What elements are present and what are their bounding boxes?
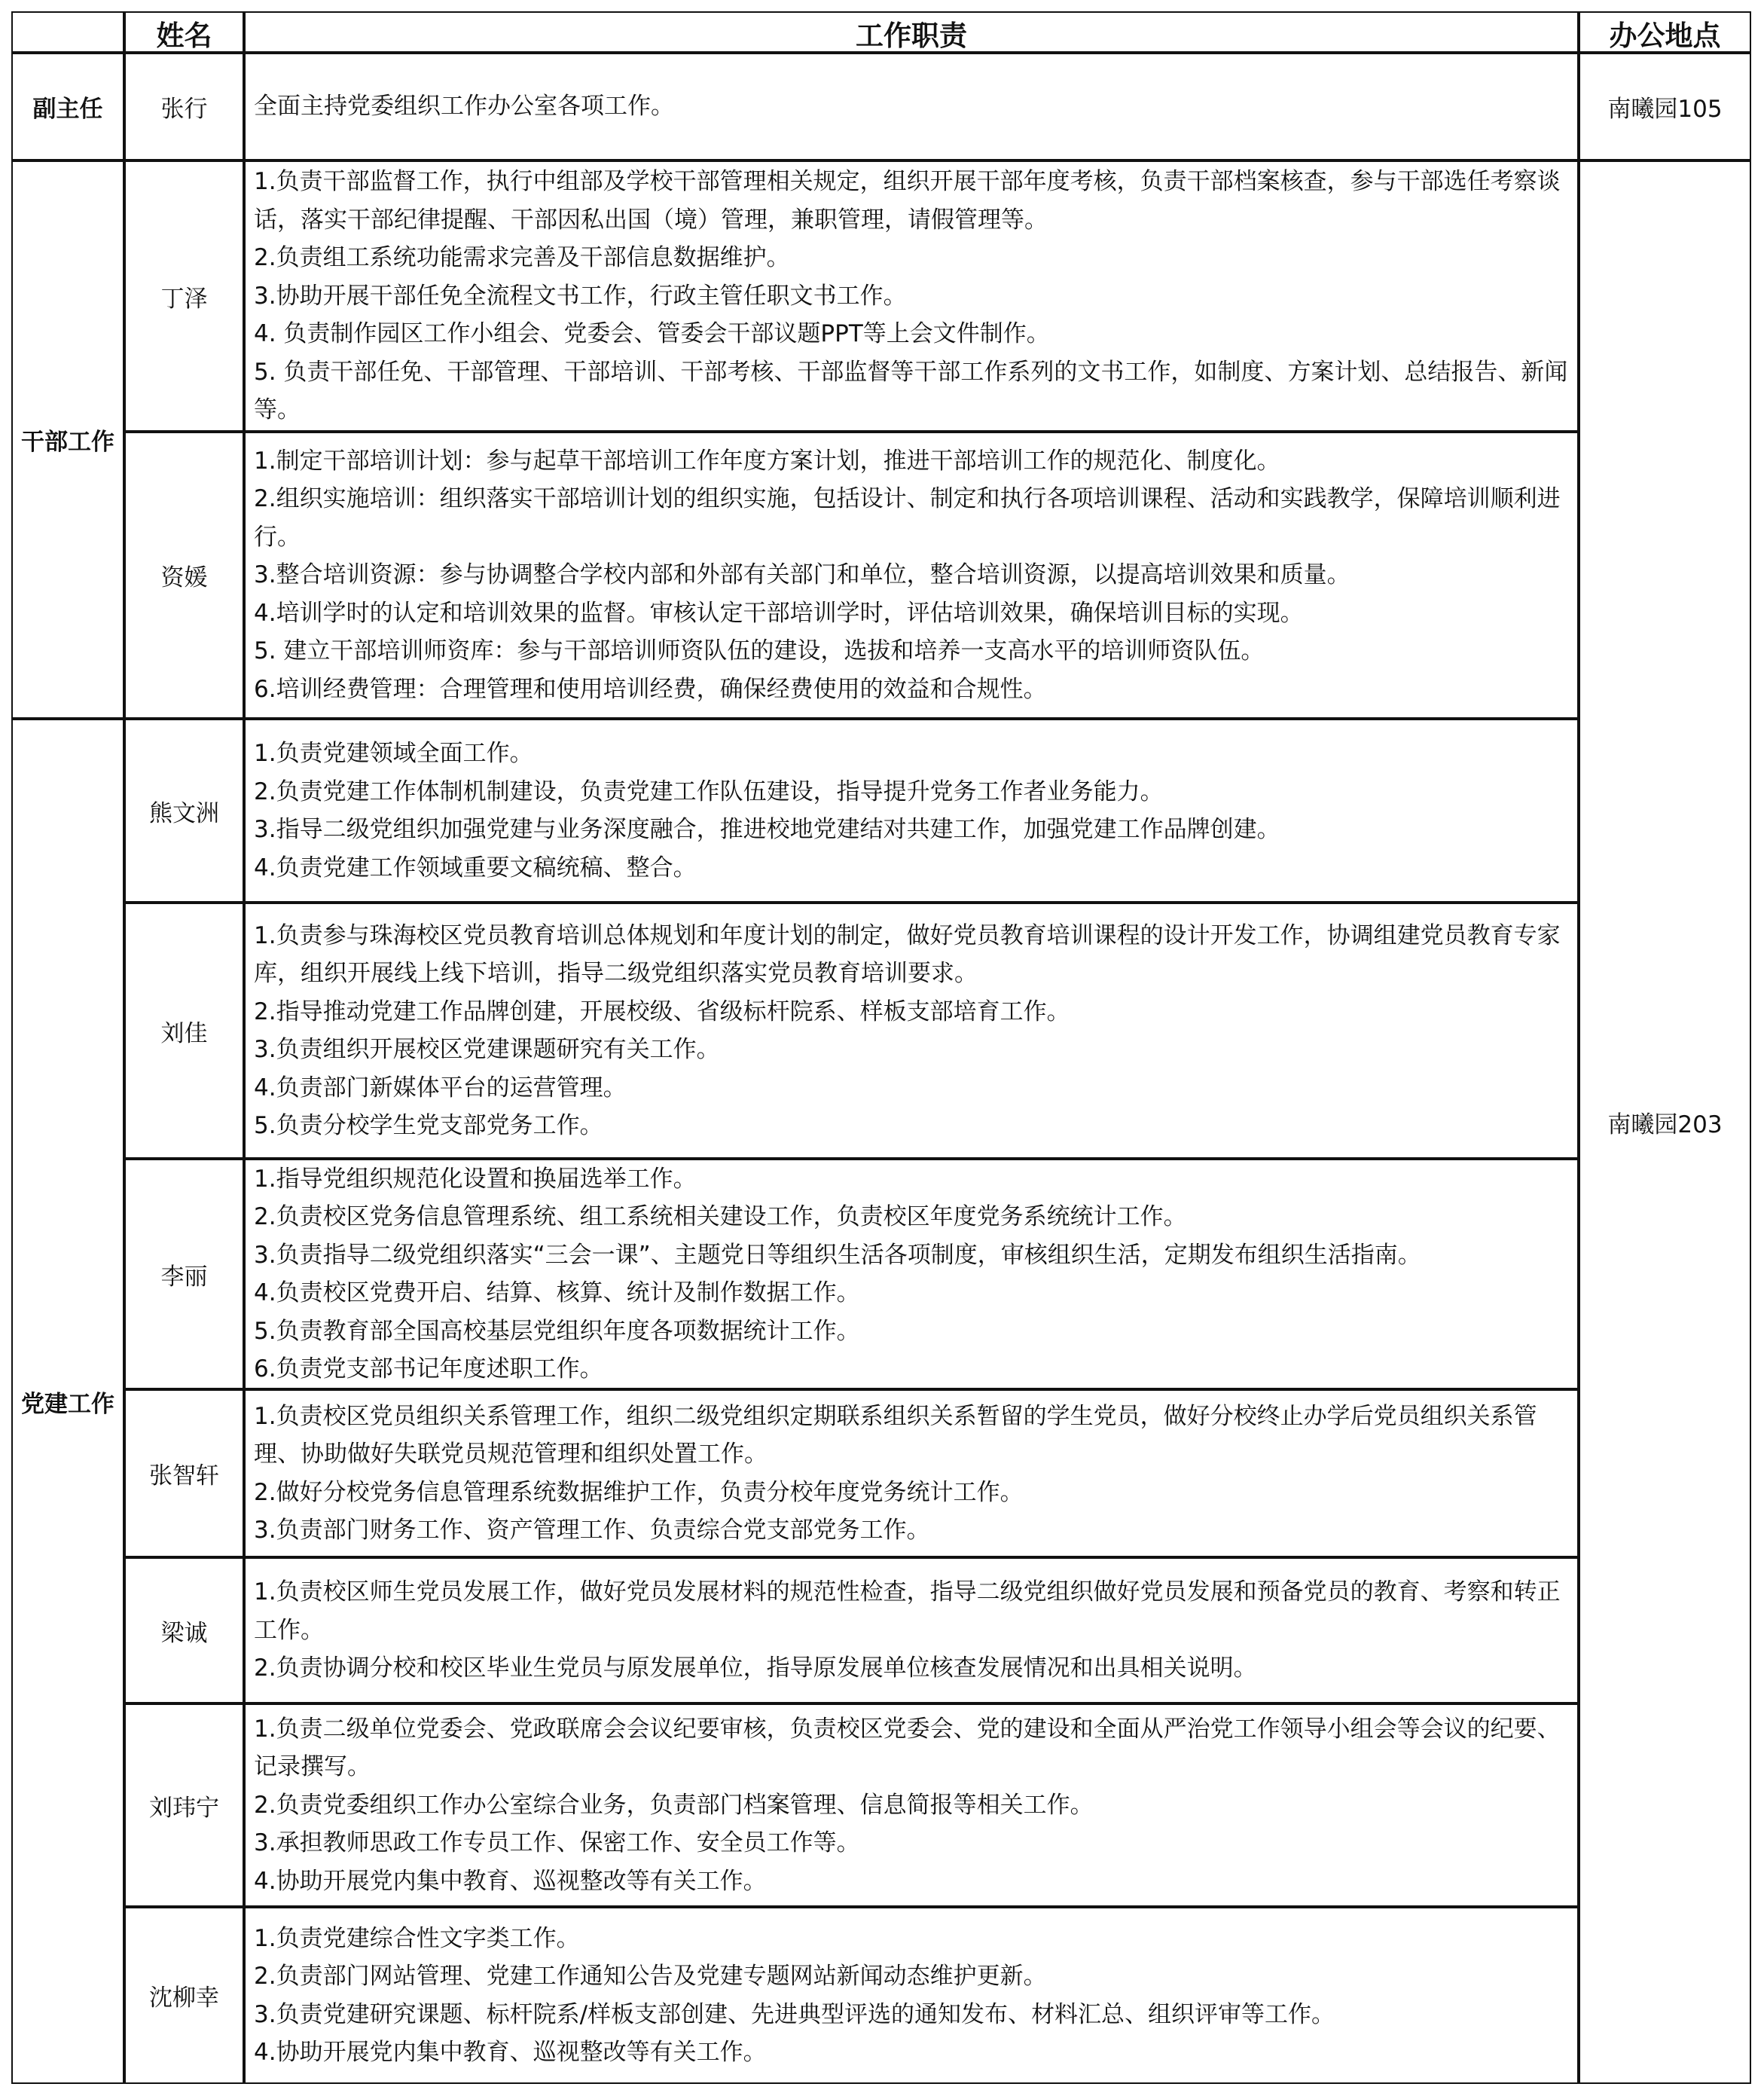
person-duties: [244, 903, 1579, 1159]
person-name: 丁泽: [124, 160, 244, 432]
person-name: 张行: [124, 53, 244, 160]
duty-line: 3.负责党建研究课题、标杆院系/样板支部创建、先进典型评选的通知发布、材料汇总、组织评审等工作。: [254, 2000, 1335, 2028]
person-duties: [244, 1159, 1579, 1389]
person-duties: [244, 1703, 1579, 1907]
header-location: 办公地点: [1579, 11, 1751, 53]
duty-line: 4.负责党建工作领域重要文稿统稿、整合。: [254, 854, 697, 881]
duty-line: 2.负责校区党务信息管理系统、组工系统相关建设工作，负责校区年度党务系统统计工作。: [254, 1203, 1187, 1230]
duty-line: 1.负责校区党员组织关系管理工作，组织二级党组织定期联系组织关系暂留的学生党员，做好分校终止办学后党员组织关系管理、协助做好失联党员规范管理和组织处置工作。: [254, 1402, 1537, 1468]
duty-line: 全面主持党委组织工作办公室各项工作。: [254, 93, 674, 121]
duty-line: 2.负责组工系统功能需求完善及干部信息数据维护。: [254, 244, 790, 272]
person-duties: [244, 1557, 1579, 1703]
person-duties: [244, 160, 1579, 432]
category-cadre: 干部工作: [11, 160, 124, 719]
person-name: 李丽: [124, 1159, 244, 1389]
duty-line: 4.协助开展党内集中教育、巡视整改等有关工作。: [254, 2039, 767, 2066]
duty-line: 4.负责部门新媒体平台的运营管理。: [254, 1074, 627, 1101]
duty-line: 4.负责校区党费开启、结算、核算、统计及制作数据工作。: [254, 1279, 860, 1306]
header-name: 姓名: [124, 11, 244, 53]
duty-line: 6.培训经费管理：合理管理和使用培训经费，确保经费使用的效益和合规性。: [254, 675, 1047, 703]
duty-line: 1.负责二级单位党委会、党政联席会会议纪要审核，负责校区党委会、党的建设和全面从严治党工作领导小组会等会议的纪要、记录撰写。: [254, 1715, 1561, 1781]
duty-line: 2.负责党建工作体制机制建设，负责党建工作队伍建设，指导提升党务工作者业务能力。: [254, 778, 1164, 805]
duty-line: 1.负责校区师生党员发展工作，做好党员发展材料的规范性检查，指导二级党组织做好党员发展和预备党员的教育、考察和转正工作。: [254, 1578, 1561, 1644]
duty-line: 1.负责党建领域全面工作。: [254, 740, 533, 767]
duty-line: 1.负责干部监督工作，执行中组部及学校干部管理相关规定，组织开展干部年度考核，负责干部档案核查，参与干部选任考察谈话，落实干部纪律提醒、干部因私出国（境）管理，兼职管理，请假管理等。: [254, 168, 1561, 234]
duty-line: 4. 负责制作园区工作小组会、党委会、管委会干部议题PPT等上会文件制作。: [254, 320, 1050, 348]
location-1: 南曦园105: [1579, 53, 1751, 160]
duty-line: 2.组织实施培训：组织落实干部培训计划的组织实施，包括设计、制定和执行各项培训课程、活动和实践教学，保障培训顺利进行。: [254, 485, 1561, 551]
header-blank-cell: [11, 11, 124, 53]
person-name: 熊文洲: [124, 719, 244, 903]
person-name: 刘佳: [124, 903, 244, 1159]
duty-line: 3.负责部门财务工作、资产管理工作、负责综合党支部党务工作。: [254, 1517, 930, 1544]
duty-line: 1.负责党建综合性文字类工作。: [254, 1924, 580, 1952]
person-name: 张智轩: [124, 1389, 244, 1557]
header-duties: 工作职责: [244, 11, 1579, 53]
duty-line: 5.负责教育部全国高校基层党组织年度各项数据统计工作。: [254, 1317, 860, 1345]
person-duties: [244, 719, 1579, 903]
duty-line: 2.做好分校党务信息管理系统数据维护工作，负责分校年度党务统计工作。: [254, 1478, 1024, 1506]
duty-line: 4.培训学时的认定和培训效果的监督。审核认定干部培训学时，评估培训效果，确保培训目标的实现。: [254, 599, 1304, 627]
duty-line: 2.负责协调分校和校区毕业生党员与原发展单位，指导原发展单位核查发展情况和出具相关说明。: [254, 1654, 1257, 1682]
person-name: 刘玮宁: [124, 1703, 244, 1907]
duty-line: 3.指导二级党组织加强党建与业务深度融合，推进校地党建结对共建工作，加强党建工作品牌创建。: [254, 816, 1280, 843]
duty-line: 3.承担教师思政工作专员工作、保密工作、安全员工作等。: [254, 1829, 860, 1857]
duty-line: 3.负责组织开展校区党建课题研究有关工作。: [254, 1036, 720, 1063]
duty-line: 5. 负责干部任免、干部管理、干部培训、干部考核、干部监督等干部工作系列的文书工作，如制度、方案计划、总结报告、新闻等。: [254, 358, 1568, 424]
duty-line: 3.协助开展干部任免全流程文书工作，行政主管任职文书工作。: [254, 282, 907, 310]
duty-line: 2.指导推动党建工作品牌创建，开展校级、省级标杆院系、样板支部培育工作。: [254, 998, 1070, 1025]
duty-line: 5.负责分校学生党支部党务工作。: [254, 1112, 603, 1139]
person-name: 梁诚: [124, 1557, 244, 1703]
duty-line: 3.负责指导二级党组织落实“三会一课”、主题党日等组织生活各项制度，审核组织生活，定期发布组织生活指南。: [254, 1241, 1421, 1269]
duty-line: 5. 建立干部培训师资库：参与干部培训师资队伍的建设，选拔和培养一支高水平的培训师资队伍。: [254, 637, 1265, 665]
person-name: 沈柳幸: [124, 1907, 244, 2084]
person-duties: [244, 1907, 1579, 2084]
duty-line: 3.整合培训资源：参与协调整合学校内部和外部有关部门和单位，整合培训资源，以提高培训效果和质量。: [254, 561, 1350, 589]
category-deputy: 副主任: [11, 53, 124, 160]
duty-line: 2.负责部门网站管理、党建工作通知公告及党建专题网站新闻动态维护更新。: [254, 1963, 1047, 1990]
category-party: 党建工作: [11, 719, 124, 2084]
duty-line: 1.指导党组织规范化设置和换届选举工作。: [254, 1165, 697, 1193]
person-duties: [244, 432, 1579, 719]
duty-line: 1.制定干部培训计划：参与起草干部培训工作年度方案计划，推进干部培训工作的规范化、制度化。: [254, 447, 1280, 475]
person-name: 资媛: [124, 432, 244, 719]
person-duties: [244, 1389, 1579, 1557]
person-duties: [244, 53, 1579, 160]
duty-line: 6.负责党支部书记年度述职工作。: [254, 1355, 603, 1383]
duty-line: 4.协助开展党内集中教育、巡视整改等有关工作。: [254, 1867, 767, 1895]
location-2: 南曦园203: [1579, 160, 1751, 2084]
duty-line: 2.负责党委组织工作办公室综合业务，负责部门档案管理、信息简报等相关工作。: [254, 1791, 1094, 1819]
duty-line: 1.负责参与珠海校区党员教育培训总体规划和年度计划的制定，做好党员教育培训课程的设计开发工作，协调组建党员教育专家库，组织开展线上线下培训，指导二级党组织落实党员教育培训要求。: [254, 921, 1561, 987]
